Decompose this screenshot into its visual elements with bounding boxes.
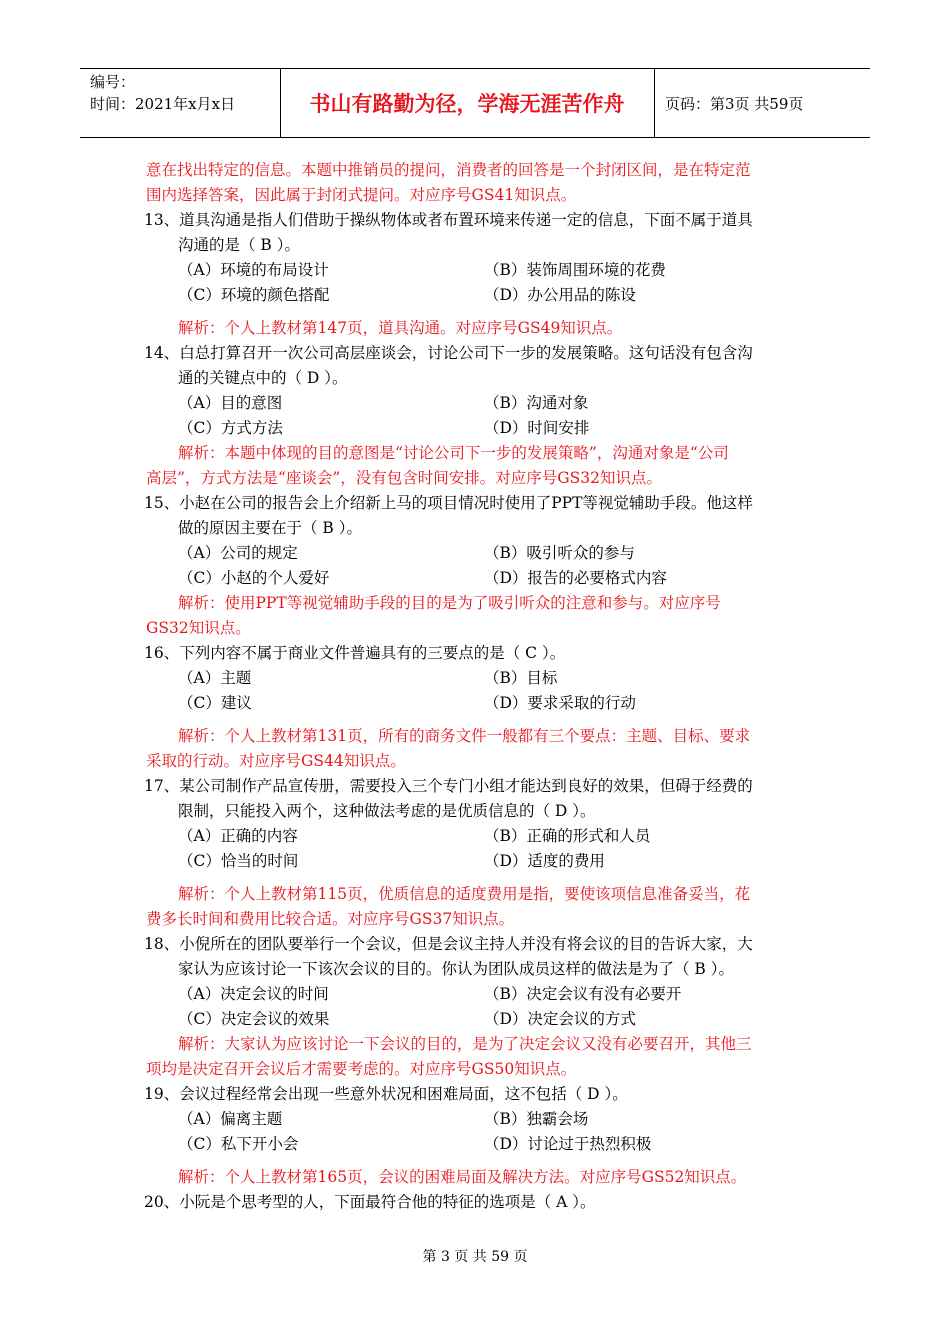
option-row xyxy=(146,566,806,591)
explanation-line: 项均是决定召开会议后才需要考虑的。对应序号GS50知识点。 xyxy=(146,1060,577,1078)
answer-option: （D）办公用品的陈设 xyxy=(484,286,636,304)
option-row xyxy=(146,416,806,441)
question-block xyxy=(146,341,806,491)
answer-option: （B）决定会议有没有必要开 xyxy=(484,985,682,1003)
answer-option: （D）适度的费用 xyxy=(484,852,605,870)
answer-option: （C）小赵的个人爱好 xyxy=(178,569,330,587)
question-stem: 20、小阮是个思考型的人，下面最符合他的特征的选项是（ A ）。 xyxy=(144,1193,596,1211)
question-block xyxy=(146,1190,806,1215)
page-footer: 第 3 页 共 59 页 xyxy=(422,1249,528,1265)
option-row xyxy=(146,691,806,716)
explanation-line: 解析：使用PPT等视觉辅助手段的目的是为了吸引听众的注意和参与。对应序号 xyxy=(178,594,721,612)
option-row xyxy=(146,391,806,416)
explanation-line: 采取的行动。对应序号GS44知识点。 xyxy=(146,752,406,770)
option-row xyxy=(146,849,806,874)
question-stem: 16、下列内容不属于商业文件普遍具有的三要点的是（ C ）。 xyxy=(144,644,566,662)
option-row xyxy=(146,1007,806,1032)
answer-option: （B）目标 xyxy=(484,669,558,687)
option-row xyxy=(146,1132,806,1157)
option-row xyxy=(146,666,806,691)
explanation-line: 解析：本题中体现的目的意图是“讨论公司下一步的发展策略”，沟通对象是“公司 xyxy=(178,444,729,462)
question-stem: 14、白总打算召开一次公司高层座谈会，讨论公司下一步的发展策略。这句话没有包含沟 xyxy=(144,344,753,362)
option-row xyxy=(146,258,806,283)
answer-option: （D）讨论过于热烈积极 xyxy=(484,1135,652,1153)
answer-option: （D）要求采取的行动 xyxy=(484,694,636,712)
answer-option: （B）正确的形式和人员 xyxy=(484,827,651,845)
answer-option: （A）正确的内容 xyxy=(178,827,298,845)
option-row xyxy=(146,283,806,308)
question-block xyxy=(146,641,806,774)
question-stem-continuation: 沟通的是（ B ）。 xyxy=(178,236,300,254)
question-stem-continuation: 做的原因主要在于（ B ）。 xyxy=(178,519,362,537)
answer-option: （D）决定会议的方式 xyxy=(484,1010,636,1028)
question-list xyxy=(146,208,806,1215)
answer-option: （C）恰当的时间 xyxy=(178,852,299,870)
question-stem: 15、小赵在公司的报告会上介绍新上马的项目情况时使用了PPT等视觉辅助手段。他这样 xyxy=(144,494,753,512)
explanation-line: 高层”，方式方法是“座谈会”，没有包含时间安排。对应序号GS32知识点。 xyxy=(146,469,662,487)
question-block xyxy=(146,208,806,341)
explanation-line: 解析：个人上教材第115页，优质信息的适度费用是指，要使该项信息准备妥当，花 xyxy=(178,885,751,903)
answer-option: （B）装饰周围环境的花费 xyxy=(484,261,666,279)
option-row xyxy=(146,1107,806,1132)
explanation-line: 解析：个人上教材第147页，道具沟通。对应序号GS49知识点。 xyxy=(178,319,623,337)
question-block xyxy=(146,491,806,641)
question-stem-continuation: 家认为应该讨论一下该次会议的目的。你认为团队成员这样的做法是为了（ B ）。 xyxy=(178,960,734,978)
option-row xyxy=(146,982,806,1007)
explanation-line: 解析：个人上教材第165页，会议的困难局面及解决方法。对应序号GS52知识点。 xyxy=(178,1168,747,1186)
answer-option: （C）环境的颜色搭配 xyxy=(178,286,330,304)
question-stem-continuation: 通的关键点中的（ D ）。 xyxy=(178,369,348,387)
header-date-label: 时间：2021年x月x日 xyxy=(90,95,236,113)
question-stem: 18、小倪所在的团队要举行一个会议，但是会议主持人并没有将会议的目的告诉大家，大 xyxy=(144,935,753,953)
answer-option: （D）时间安排 xyxy=(484,419,590,437)
question-block xyxy=(146,932,806,1082)
answer-option: （A）目的意图 xyxy=(178,394,283,412)
answer-option: （B）沟通对象 xyxy=(484,394,589,412)
answer-option: （A）环境的布局设计 xyxy=(178,261,329,279)
answer-option: （A）决定会议的时间 xyxy=(178,985,329,1003)
answer-option: （B）吸引听众的参与 xyxy=(484,544,635,562)
spacer xyxy=(146,1157,806,1165)
question-stem: 19、会议过程经常会出现一些意外状况和困难局面，这不包括（ D ）。 xyxy=(144,1085,628,1103)
header-number-label: 编号： xyxy=(90,73,136,91)
spacer xyxy=(146,716,806,724)
question-block xyxy=(146,1082,806,1190)
explanation-line: 费多长时间和费用比较合适。对应序号GS37知识点。 xyxy=(146,910,515,928)
intro-line: 围内选择答案，因此属于封闭式提问。对应序号GS41知识点。 xyxy=(146,186,577,204)
answer-option: （C）方式方法 xyxy=(178,419,283,437)
answer-option: （D）报告的必要格式内容 xyxy=(484,569,667,587)
page-header xyxy=(80,68,870,138)
intro-line: 意在找出特定的信息。本题中推销员的提问，消费者的回答是一个封闭区间，是在特定范 xyxy=(146,161,751,179)
explanation-line: 解析：大家认为应该讨论一下会议的目的，是为了决定会议又没有必要召开，其他三 xyxy=(178,1035,752,1053)
question-stem: 17、某公司制作产品宣传册，需要投入三个专门小组才能达到良好的效果，但碍于经费的 xyxy=(144,777,753,795)
option-row xyxy=(146,824,806,849)
answer-option: （A）公司的规定 xyxy=(178,544,298,562)
answer-option: （C）决定会议的效果 xyxy=(178,1010,330,1028)
answer-option: （B）独霸会场 xyxy=(484,1110,589,1128)
answer-option: （C）建议 xyxy=(178,694,252,712)
header-meta xyxy=(80,69,281,137)
spacer xyxy=(146,308,806,316)
header-motto: 书山有路勤为径，学海无涯苦作舟 xyxy=(280,69,655,137)
answer-option: （A）主题 xyxy=(178,669,252,687)
spacer xyxy=(146,874,806,882)
answer-option: （C）私下开小会 xyxy=(178,1135,299,1153)
question-stem-continuation: 限制，只能投入两个，这种做法考虑的是优质信息的（ D ）。 xyxy=(178,802,596,820)
explanation-line: GS32知识点。 xyxy=(146,619,251,637)
question-block xyxy=(146,774,806,932)
question-stem: 13、道具沟通是指人们借助于操纵物体或者布置环境来传递一定的信息，下面不属于道具 xyxy=(144,211,753,229)
option-row xyxy=(146,541,806,566)
document-body xyxy=(146,158,806,1215)
explanation-line: 解析：个人上教材第131页，所有的商务文件一般都有三个要点：主题、目标、要求 xyxy=(178,727,751,745)
answer-option: （A）偏离主题 xyxy=(178,1110,283,1128)
header-page-info: 页码：第3页 共59页 xyxy=(665,94,804,113)
